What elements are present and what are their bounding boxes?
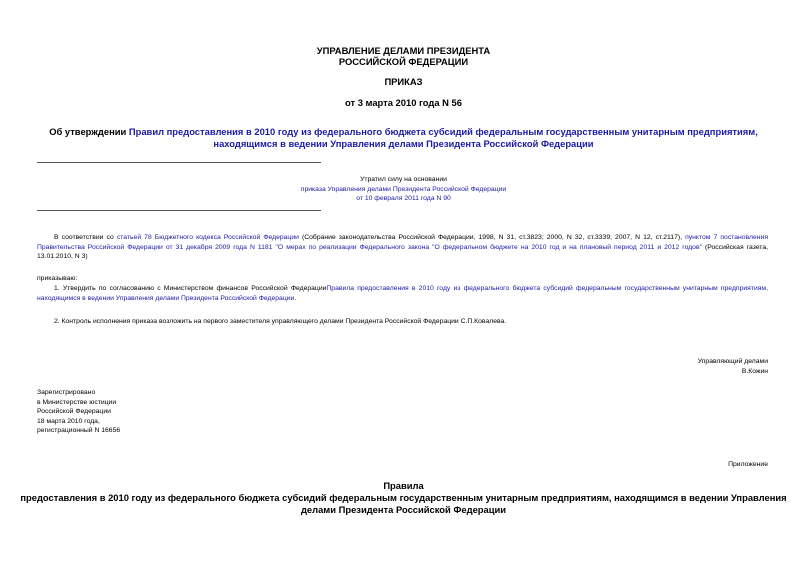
rules-subtitle-line2: делами Президента Российской Федерации — [300, 504, 507, 515]
registration-line-3: Российской Федерации — [37, 408, 111, 416]
signer-name: В.Кожин — [741, 367, 768, 375]
preamble-text-3: (Российская газета, 13.01.2010, N 3) — [37, 243, 768, 261]
org-name-line2: РОССИЙСКОЙ ФЕДЕРАЦИИ — [338, 56, 469, 67]
lost-force-line1: Утратил силу на основании — [360, 176, 447, 183]
signature-block — [698, 357, 768, 376]
registration-line-4: 18 марта 2010 года, — [37, 417, 100, 425]
signer-position: Управляющий делами — [697, 358, 768, 365]
rules-link[interactable]: Правила предоставления в 2010 году из федерального бюджета субсидий федеральным государственным унитарным предприятиям, находящимся в ведении Управления делами Президента Российской Федерации — [37, 285, 768, 302]
rules-subtitle — [20, 492, 787, 516]
doc-type: ПРИКАЗ — [384, 76, 423, 87]
title-prefix: Об утверждении — [49, 126, 129, 137]
registration-line-5: регистрационный N 16656 — [37, 427, 121, 435]
appendix-label: Приложение — [728, 461, 768, 468]
registration-block — [37, 388, 120, 436]
budget-code-link[interactable]: статьей 78 Бюджетного кодекса Российской Федерации — [116, 234, 299, 241]
lost-force-note — [200, 175, 607, 204]
order-item-2: 2. Контроль исполнения приказа возложить на первого заместителя управляющего делами Президента Российской Федерации С.П.Ковалева. — [54, 318, 507, 325]
government-decree-link[interactable]: пунктом 7 постановления Правительства Российской Федерации от 31 декабря 2009 года N 1181 "О мерах по реализации Федерального закона "О федеральном бюджете на 2010 год и на плановый период 2011 и 2012 годов" — [37, 234, 769, 251]
preamble-text-1: В соответствии со — [54, 234, 117, 241]
preamble-text-2: (Собрание законодательства Российской Федерации, 1998, N 31, ст.3823; 2000, N 32, ст.3339; 2007, N 12, ст.2117), — [298, 234, 686, 241]
order-item-1 — [37, 284, 768, 303]
doc-date: от 3 марта 2010 года N 56 — [345, 97, 462, 108]
item1-end: . — [294, 294, 297, 302]
divider-top — [37, 162, 321, 163]
registration-line-1: Зарегистрировано — [37, 389, 96, 396]
item1-text: 1. Утвердить по согласованию с Министерством финансов Российской Федерации — [54, 285, 327, 292]
document-title — [30, 126, 777, 150]
divider-bottom — [37, 210, 321, 211]
lost-force-date-link[interactable]: от 10 февраля 2011 года N 90 — [356, 195, 451, 203]
org-name-line1: УПРАВЛЕНИЕ ДЕЛАМИ ПРЕЗИДЕНТА — [316, 45, 491, 56]
rules-title-link-2[interactable]: находящимся в ведении Управления делами Президента Российской Федерации — [213, 138, 594, 149]
rules-subtitle-line1: предоставления в 2010 году из федерального бюджета субсидий федеральным государственным унитарным предприятиям, находящимся в ведении Управления — [20, 492, 787, 503]
preamble-paragraph — [37, 233, 768, 262]
order-word: приказываю: — [37, 275, 78, 282]
rules-title-link-1[interactable]: Правил предоставления в 2010 году из федерального бюджета субсидий федеральным государственным унитарным предприятиям, — [128, 126, 758, 137]
rules-heading: Правила — [383, 480, 424, 491]
lost-force-link[interactable]: приказа Управления делами Президента Российской Федерации — [300, 185, 507, 193]
registration-line-2: в Министерстве юстиции — [37, 398, 117, 406]
document-header — [0, 45, 807, 67]
